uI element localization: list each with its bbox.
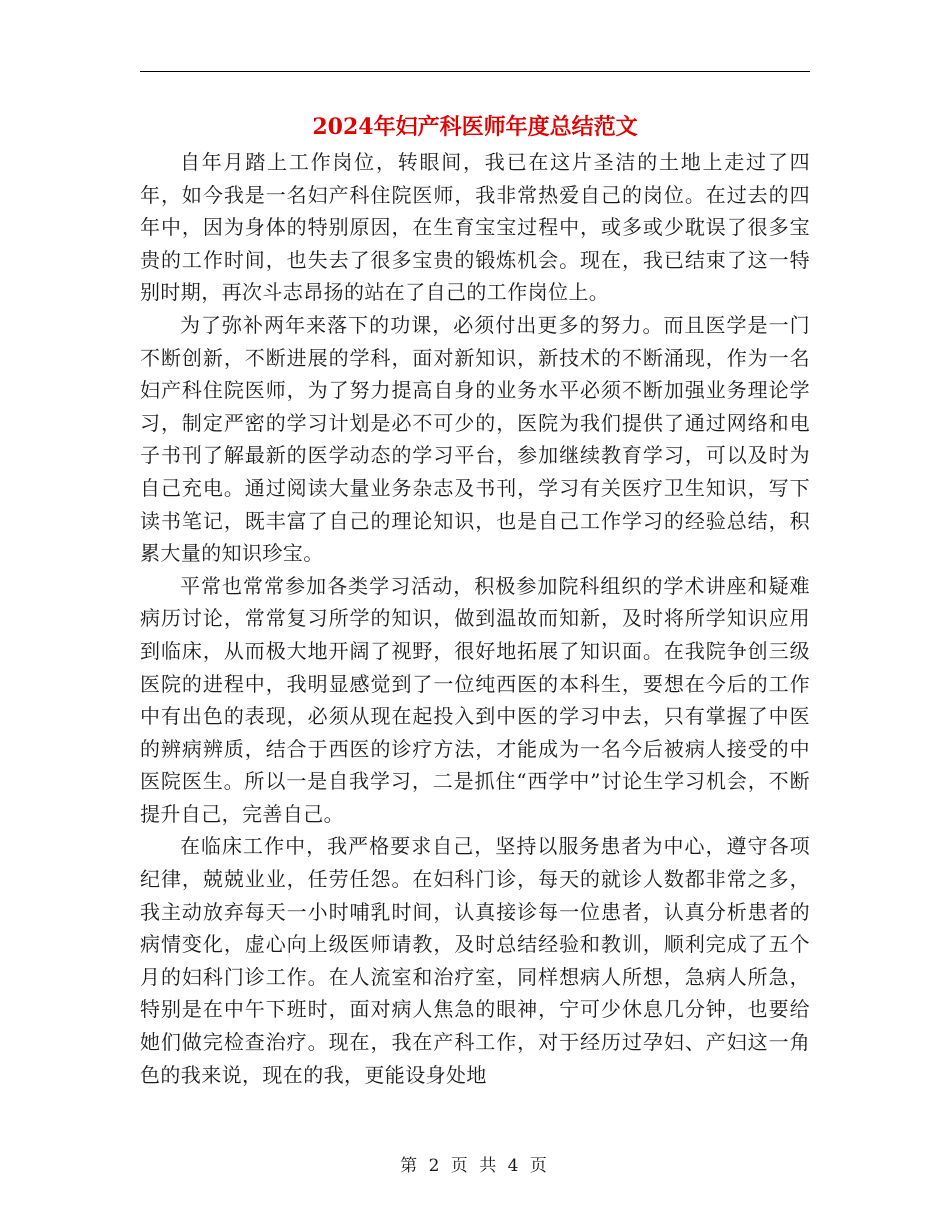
- document-body: [140, 146, 810, 1091]
- header-rule: [140, 71, 810, 72]
- paragraph-1: 自年月踏上工作岗位，转眼间，我已在这片圣洁的土地上走过了四年，如今我是一名妇产科住院医师，我非常热爱自己的岗位。在过去的四年中，因为身体的特别原因，在生育宝宝过程中，或多或少耽误了很多宝贵的工作时间，也失去了很多宝贵的锻炼机会。现在，我已结束了这一特别时期，再次斗志昂扬的站在了自己的工作岗位上。: [140, 150, 810, 305]
- paragraph-3: 平常也常常参加各类学习活动，积极参加院科组织的学术讲座和疑难病历讨论，常常复习所学的知识，做到温故而知新，及时将所学知识应用到临床，从而极大地开阔了视野，很好地拓展了知识面。在我院争创三级医院的进程中，我明显感觉到了一位纯西医的本科生，要想在今后的工作中有出色的表现，必须从现在起投入到中医的学习中去，只有掌握了中医的辨病辨质，结合于西医的诊疗方法，才能成为一名今后被病人接受的中医院医生。所以一是自我学习，二是抓住“西学中”讨论生学习机会，不断提升自己，完善自己。: [140, 573, 810, 826]
- document-title: 2024年妇产科医师年度总结范文: [312, 114, 638, 140]
- paragraph-4: 在临床工作中，我严格要求自己，坚持以服务患者为中心，遵守各项纪律，兢兢业业，任劳任怨。在妇科门诊，每天的就诊人数都非常之多，我主动放弃每天一小时哺乳时间，认真接诊每一位患者，认真分析患者的病情变化，虚心向上级医师请教，及时总结经验和教训，顺利完成了五个月的妇科门诊工作。在人流室和治疗室，同样想病人所想，急病人所急，特别是在中午下班时，面对病人焦急的眼神，宁可少休息几分钟，也要给她们做完检查治疗。现在，我在产科工作，对于经历过孕妇、产妇这一角色的我来说，现在的我，更能设身处地: [140, 834, 810, 1087]
- paragraph-2: 为了弥补两年来落下的功课，必须付出更多的努力。而且医学是一门不断创新，不断进展的学科，面对新知识，新技术的不断涌现，作为一名妇产科住院医师，为了努力提高自身的业务水平必须不断加强业务理论学习，制定严密的学习计划是必不可少的，医院为我们提供了通过网络和电子书刊了解最新的医学动态的学习平台，参加继续教育学习，可以及时为自己充电。通过阅读大量业务杂志及书刊，学习有关医疗卫生知识，写下读书笔记，既丰富了自己的理论知识，也是自己工作学习的经验总结，积累大量的知识珍宝。: [140, 312, 810, 566]
- page-number-footer: 第 2 页 共 4 页: [400, 1156, 550, 1176]
